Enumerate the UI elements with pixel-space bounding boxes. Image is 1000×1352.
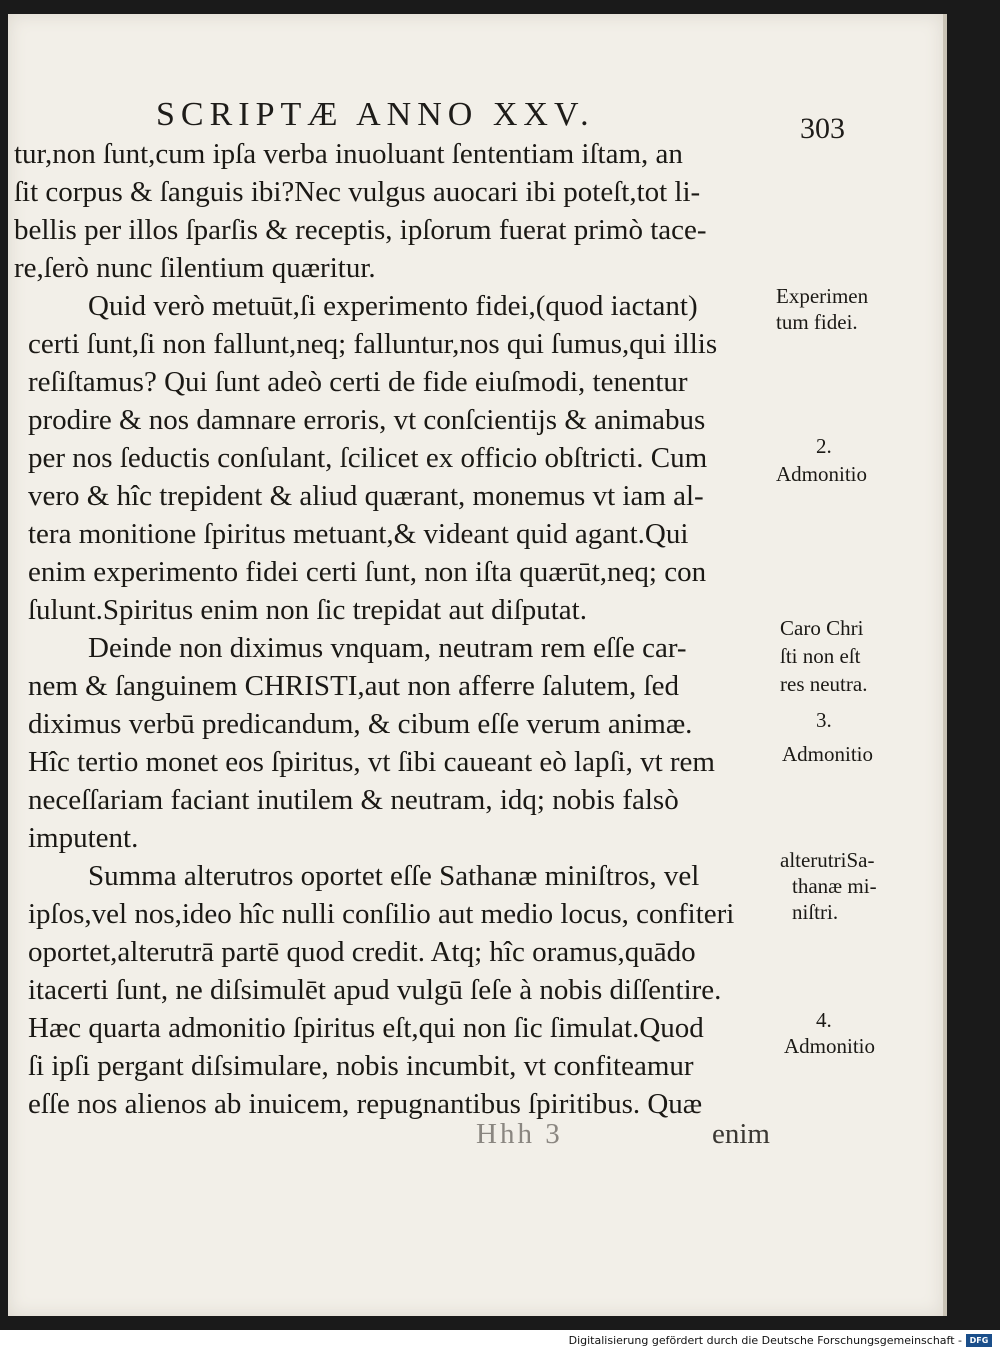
text-line: tur,non ſunt,cum ipſa verba inuoluant ſententiam iſtam, an xyxy=(14,138,683,170)
funding-credit: Digitalisierung gefördert durch die Deutsche Forschungsgemeinschaft - xyxy=(568,1334,962,1347)
marginal-note-line: Experimen xyxy=(776,284,869,308)
text-line: Quid verò metuūt,ſi experimento fidei,(quod iactant) xyxy=(88,290,698,322)
text-line: bellis per illos ſparſis & receptis, ipſorum fuerat primò tace- xyxy=(14,214,707,246)
text-line: imputent. xyxy=(28,822,139,854)
marginal-note-line: res neutra. xyxy=(780,672,868,696)
marginal-note-line: thanæ mi- xyxy=(792,874,877,898)
text-line: vero & hîc trepident & aliud quærant, monemus vt iam al- xyxy=(28,480,704,512)
marginal-note-line: niſtri. xyxy=(792,900,839,924)
marginal-note-line: Admonitio xyxy=(782,742,874,766)
marginal-note-line: 4. xyxy=(816,1008,832,1032)
text-line: Deinde non diximus vnquam, neutram rem eſſe car- xyxy=(88,632,687,664)
book-page xyxy=(8,14,943,1316)
text-line: oportet,alterutrā partē quod credit. Atq; hîc oramus,quādo xyxy=(28,936,696,968)
text-line: diximus verbū predicandum, & cibum eſſe verum animæ. xyxy=(28,708,693,740)
text-line: ſi ipſi pergant diſsimulare, nobis incumbit, vt confiteamur xyxy=(28,1050,694,1082)
text-line: re,ſerò nunc ſilentium quæritur. xyxy=(14,252,376,284)
marginal-note-line: Admonitio xyxy=(784,1034,876,1058)
text-line: itacerti ſunt, ne diſsimulēt apud vulgū ſeſe à nobis diſſentire. xyxy=(28,974,722,1006)
text-line: per nos ſeductis conſulant, ſcilicet ex officio obſtricti. Cum xyxy=(28,442,708,474)
text-line: ſulunt.Spiritus enim non ſic trepidat aut diſputat. xyxy=(28,594,587,626)
text-line: Hîc tertio monet eos ſpiritus, vt ſibi caueant eò lapſi, vt rem xyxy=(28,746,715,778)
text-line: certi ſunt,ſi non fallunt,neq; falluntur,nos qui ſumus,qui illis xyxy=(28,328,718,360)
marginal-note-line: alterutriSa- xyxy=(780,848,875,872)
signature-mark: Hhh 3 xyxy=(476,1118,563,1150)
text-line: Hæc quarta admonitio ſpiritus eſt,qui non ſic ſimulat.Quod xyxy=(28,1012,704,1044)
running-head: SCRIPTÆ ANNO XXV. xyxy=(156,96,595,133)
text-line: neceſſariam faciant inutilem & neutram, idq; nobis falsò xyxy=(28,784,679,816)
page-edge xyxy=(943,14,947,1316)
catchword: enim xyxy=(712,1118,770,1150)
marginal-note-line: tum fidei. xyxy=(776,310,858,334)
text-line: ipſos,vel nos,ideo hîc nulli conſilio aut medio locus, confiteri xyxy=(28,898,735,930)
text-line: prodire & nos damnare erroris, vt conſcientijs & animabus xyxy=(28,404,706,436)
marginal-note-line: Admonitio xyxy=(776,462,868,486)
marginal-note-line: 2. xyxy=(816,434,832,458)
dfg-logo: DFG xyxy=(966,1334,992,1347)
text-line: nem & ſanguinem CHRISTI,aut non afferre ſalutem, ſed xyxy=(28,670,679,702)
marginal-note-line: ſti non eſt xyxy=(780,644,861,668)
marginal-note-line: Caro Chri xyxy=(780,616,864,640)
footer-credit-bar xyxy=(0,1330,1000,1352)
text-line: ſit corpus & ſanguis ibi?Nec vulgus auocari ibi poteſt,tot li- xyxy=(14,176,701,208)
marginal-note-line: 3. xyxy=(816,708,832,732)
text-line: enim experimento fidei certi ſunt, non iſta quærūt,neq; con xyxy=(28,556,707,588)
text-line: tera monitione ſpiritus metuant,& videant quid agant.Qui xyxy=(28,518,689,550)
text-line: eſſe nos alienos ab inuicem, repugnantibus ſpiritibus. Quæ xyxy=(28,1088,703,1120)
text-line: Summa alterutros oportet eſſe Sathanæ miniſtros, vel xyxy=(88,860,700,892)
page-number: 303 xyxy=(800,112,845,145)
text-line: reſiſtamus? Qui ſunt adeò certi de fide eiuſmodi, tenentur xyxy=(28,366,688,398)
